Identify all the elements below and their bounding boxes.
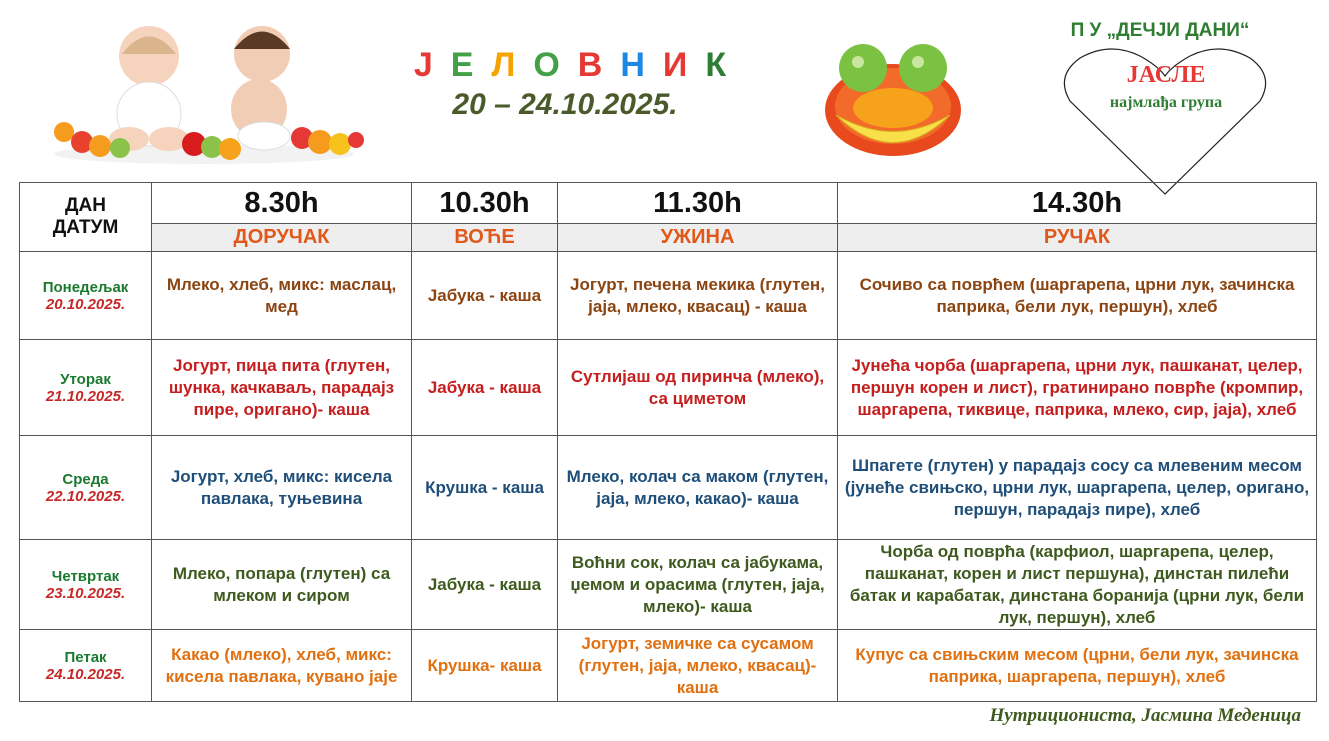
title-letter: Е	[450, 46, 474, 84]
time-header: 14.30h	[838, 183, 1317, 224]
title-letter: Н	[620, 46, 645, 84]
weekly-menu-table	[19, 182, 1317, 702]
day-cell	[20, 540, 152, 630]
date-header-label: ДАТУМ	[52, 217, 119, 238]
breakfast-cell: Јогурт, хлеб, микс: кисела павлака, туњевина	[152, 436, 412, 540]
title-letter: К	[705, 46, 727, 84]
day-header-label: ДАН	[65, 195, 106, 216]
day-date: 24.10.2025.	[45, 665, 126, 683]
fruit-cell: Крушка- каша	[412, 630, 558, 702]
snack-cell: Јогурт, печена мекика (глутен, јаја, млеко, квасац) - каша	[558, 252, 838, 340]
day-cell	[20, 340, 152, 436]
fruit-face-image	[818, 30, 968, 160]
menu-date-range: 20 – 24.10.2025.	[452, 88, 678, 121]
day-name: Четвртак	[51, 567, 120, 585]
title-letter: Ј	[413, 46, 433, 84]
lunch-cell: Шпагете (глутен) у парадајз сосу са млевеним месом (јунеће свињско, црни лук, шаргарепа, целер, оригано, першун, парадајз пире), хлеб	[838, 436, 1317, 540]
fruit-cell: Крушка - каша	[412, 436, 558, 540]
lunch-cell: Купус са свињским месом (црни, бели лук, зачинска паприка, шаргарепа, першун), хлеб	[838, 630, 1317, 702]
title-letter: И	[662, 46, 688, 84]
day-name: Петак	[64, 648, 107, 666]
table-row	[20, 630, 1317, 702]
snack-cell: Јогурт, земичке са сусамом (глутен, јаја, млеко, квасац)- каша	[558, 630, 838, 702]
title-letter: О	[533, 46, 560, 84]
fruit-cell: Јабука - каша	[412, 340, 558, 436]
group-subtitle: најмлађа група	[1109, 94, 1223, 111]
day-date: 23.10.2025.	[45, 584, 126, 602]
breakfast-cell: Млеко, попара (глутен) са млеком и сиром	[152, 540, 412, 630]
fruit-cell: Јабука - каша	[412, 540, 558, 630]
lunch-cell: Сочиво са поврћем (шаргарепа, црни лук, зачинска паприка, бели лук, першун), хлеб	[838, 252, 1317, 340]
table-row	[20, 252, 1317, 340]
fruit-cell: Јабука - каша	[412, 252, 558, 340]
day-name: Среда	[62, 470, 109, 488]
meal-header-lunch: РУЧАК	[838, 224, 1317, 252]
lunch-cell: Јунећа чорба (шаргарепа, црни лук, пашканат, целер, першун корен и лист), гратинирано поврће (кромпир, шаргарепа, тиквице, паприка, млеко, сир, јаја), хлеб	[838, 340, 1317, 436]
snack-cell: Воћни сок, колач са јабукама, џемом и орасима (глутен, јаја, млеко)- каша	[558, 540, 838, 630]
snack-cell: Сутлијаш од пиринча (млеко), са циметом	[558, 340, 838, 436]
day-date-header	[20, 183, 152, 252]
menu-title	[380, 46, 760, 85]
day-date: 22.10.2025.	[45, 487, 126, 505]
day-cell	[20, 436, 152, 540]
snack-cell: Млеко, колач са маком (глутен, јаја, млеко, какао)- каша	[558, 436, 838, 540]
table-row	[20, 340, 1317, 436]
institution-name: П У „ДЕЧЈИ ДАНИ“	[1070, 20, 1250, 41]
babies-with-fruit-image	[44, 14, 364, 166]
nutritionist-signature: Нутрициониста, Јасмина Меденица	[989, 705, 1301, 726]
time-header: 8.30h	[152, 183, 412, 224]
table-row	[20, 540, 1317, 630]
meal-header-breakfast: ДОРУЧАК	[152, 224, 412, 252]
meal-header-fruit: ВОЋЕ	[412, 224, 558, 252]
title-letter: В	[577, 46, 603, 84]
table-row	[20, 436, 1317, 540]
breakfast-cell: Јогурт, пица пита (глутен, шунка, качкаваљ, парадајз пире, оригано)- каша	[152, 340, 412, 436]
breakfast-cell: Млеко, хлеб, микс: маслац, мед	[152, 252, 412, 340]
day-date: 20.10.2025.	[45, 295, 126, 313]
day-name: Уторак	[60, 370, 111, 388]
day-date: 21.10.2025.	[45, 387, 126, 405]
group-title: ЈАСЛЕ	[1126, 62, 1206, 88]
lunch-cell: Чорба од поврћа (карфиол, шаргарепа, целер, пашканат, корен и лист першуна), динстан пилећи батак и карабатак, динстана боранија (црни лук, бели лук, першун), хлеб	[838, 540, 1317, 630]
day-cell	[20, 252, 152, 340]
time-header: 10.30h	[412, 183, 558, 224]
day-name: Понедељак	[42, 278, 129, 296]
breakfast-cell: Какао (млеко), хлеб, микс: кисела павлака, кувано јаје	[152, 630, 412, 702]
time-header: 11.30h	[558, 183, 838, 224]
day-cell	[20, 630, 152, 702]
meal-header-snack: УЖИНА	[558, 224, 838, 252]
title-letter: Л	[491, 46, 516, 84]
